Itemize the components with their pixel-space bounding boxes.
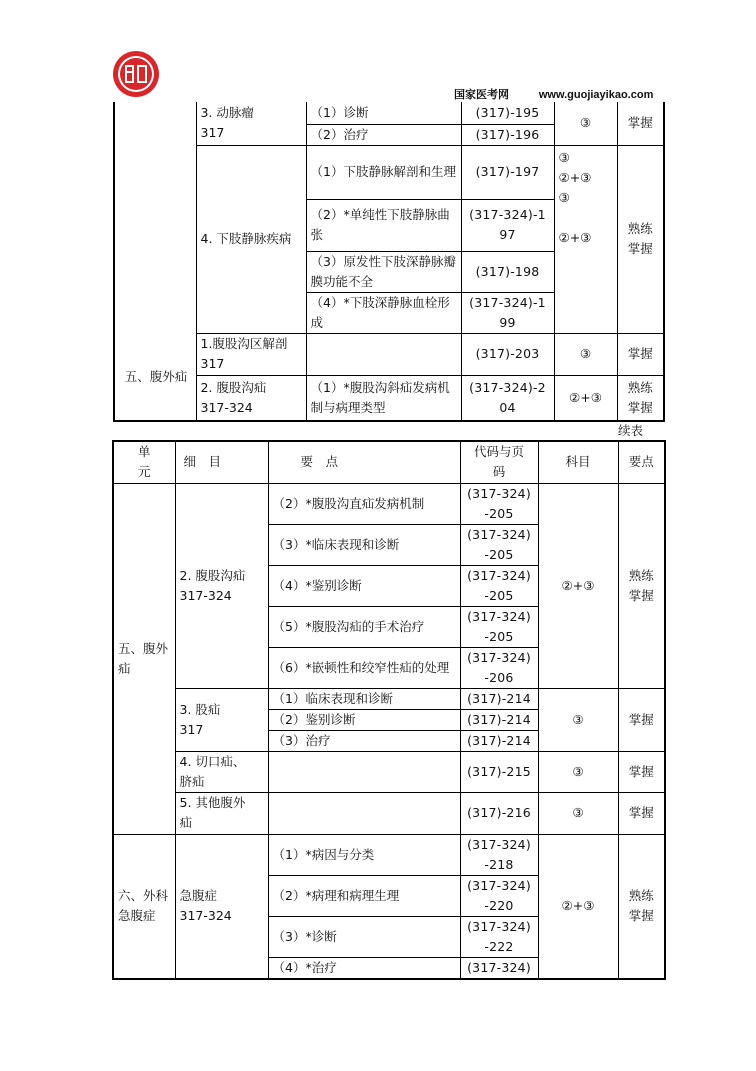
- subject-cell: ②+③: [538, 483, 618, 688]
- point-cell: （2）*单纯性下肢静脉曲张: [306, 199, 461, 251]
- point-cell: （6）*嵌顿性和绞窄性疝的处理: [268, 647, 460, 688]
- detail-cell: 5. 其他腹外 疝: [175, 792, 268, 834]
- point-cell: （4）*下肢深静脉血栓形成: [306, 292, 461, 333]
- point-cell: （1）下肢静脉解剖和生理: [306, 145, 461, 199]
- detail-cell: 4. 下肢静脉疾病: [196, 145, 306, 333]
- point-cell: （1）诊断: [306, 102, 461, 124]
- code-cell: (317-324) -205: [460, 565, 538, 606]
- point-cell: （2）鉴别诊断: [268, 709, 460, 730]
- syllabus-table-top: [113, 102, 665, 422]
- level-cell: 掌握: [617, 333, 664, 375]
- detail-cell: 4. 切口疝、 脐疝: [175, 751, 268, 792]
- header-code: 代码与页 码: [460, 441, 538, 483]
- code-cell: (317)-216: [460, 792, 538, 834]
- level-cell: 熟练 掌握: [618, 834, 665, 979]
- code-cell: (317-324)-2 04: [461, 375, 554, 421]
- subject-cell: ③: [554, 333, 617, 375]
- detail-cell: 2. 腹股沟疝 317-324: [196, 375, 306, 421]
- point-cell: [306, 333, 461, 375]
- site-logo: [112, 50, 160, 98]
- subject-cell: ③: [554, 102, 617, 145]
- point-cell: （3）原发性下肢深静脉瓣膜功能不全: [306, 251, 461, 292]
- point-cell: [268, 751, 460, 792]
- header-point: 要 点: [268, 441, 460, 483]
- code-cell: (317)-214: [460, 730, 538, 751]
- subject-cell: ③: [538, 688, 618, 751]
- code-cell: (317)-198: [461, 251, 554, 292]
- unit-label: 五、腹外疝: [124, 369, 188, 384]
- level-cell: 掌握: [618, 792, 665, 834]
- code-cell: (317-324) -218: [460, 834, 538, 875]
- header-detail: 细 目: [175, 441, 268, 483]
- subject-cell: ③: [538, 792, 618, 834]
- point-cell: （1）*腹股沟斜疝发病机制与病理类型: [306, 375, 461, 421]
- code-cell: (317-324)-1 97: [461, 199, 554, 251]
- level-cell: 掌握: [618, 751, 665, 792]
- point-cell: （1）*病因与分类: [268, 834, 460, 875]
- point-cell: （2）*病理和病理生理: [268, 875, 460, 916]
- subject-cell: ②+③: [538, 834, 618, 979]
- point-cell: （3）治疗: [268, 730, 460, 751]
- point-cell: （4）*鉴别诊断: [268, 565, 460, 606]
- detail-cell: 3. 动脉瘤 317: [196, 102, 306, 145]
- subject-cell: ②+③: [554, 375, 617, 421]
- level-cell: 熟练 掌握: [617, 375, 664, 421]
- code-cell: (317-324) -206: [460, 647, 538, 688]
- subject-cell: ③ ②+③ ③ ②+③: [554, 145, 617, 333]
- code-cell: (317-324) -205: [460, 483, 538, 524]
- code-cell: (317-324) -222: [460, 916, 538, 957]
- point-cell: （5）*腹股沟疝的手术治疗: [268, 606, 460, 647]
- site-name: 国家医考网: [454, 88, 509, 101]
- header-subject: 科目: [538, 441, 618, 483]
- detail-cell: 3. 股疝 317: [175, 688, 268, 751]
- code-cell: (317)-203: [461, 333, 554, 375]
- header-level: 要点: [618, 441, 665, 483]
- unit-cell: 五、腹外 疝: [113, 483, 175, 834]
- point-cell: （3）*诊断: [268, 916, 460, 957]
- point-cell: （4）*治疗: [268, 957, 460, 979]
- syllabus-table-continued: [112, 440, 666, 980]
- site-header: [454, 86, 653, 102]
- point-cell: （3）*临床表现和诊断: [268, 524, 460, 565]
- level-cell: 熟练 掌握: [618, 483, 665, 688]
- level-cell: 掌握: [617, 102, 664, 145]
- header-unit: 单 元: [113, 441, 175, 483]
- point-cell: （1）临床表现和诊断: [268, 688, 460, 709]
- code-cell: (317-324): [460, 957, 538, 979]
- continued-label: 续表: [618, 423, 644, 438]
- code-cell: (317)-196: [461, 124, 554, 145]
- point-cell: （2）*腹股沟直疝发病机制: [268, 483, 460, 524]
- detail-cell: 2. 腹股沟疝 317-324: [175, 483, 268, 688]
- code-cell: (317)-197: [461, 145, 554, 199]
- code-cell: (317)-214: [460, 688, 538, 709]
- code-cell: (317-324)-1 99: [461, 292, 554, 333]
- code-cell: (317)-214: [460, 709, 538, 730]
- code-cell: (317-324) -205: [460, 524, 538, 565]
- detail-cell: 1.腹股沟区解剖 317: [196, 333, 306, 375]
- level-cell: 熟练 掌握: [617, 145, 664, 333]
- point-cell: [268, 792, 460, 834]
- level-cell: 掌握: [618, 688, 665, 751]
- point-cell: （2）治疗: [306, 124, 461, 145]
- code-cell: (317)-215: [460, 751, 538, 792]
- code-cell: (317-324) -205: [460, 606, 538, 647]
- detail-cell: 急腹症 317-324: [175, 834, 268, 979]
- code-cell: (317)-195: [461, 102, 554, 124]
- site-url[interactable]: www.guojiayikao.com: [538, 89, 654, 101]
- code-cell: (317-324) -220: [460, 875, 538, 916]
- unit-cell: 六、外科 急腹症: [113, 834, 175, 979]
- subject-cell: ③: [538, 751, 618, 792]
